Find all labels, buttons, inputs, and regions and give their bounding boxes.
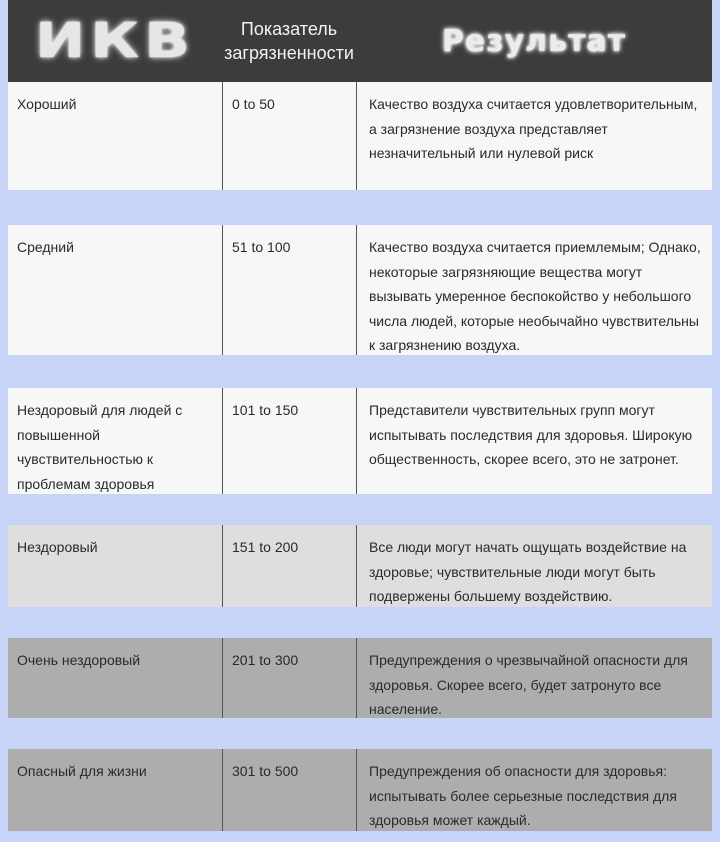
range-cell: 101 to 150	[222, 388, 356, 494]
header-result-label: Результат	[441, 23, 627, 59]
category-cell: Хороший	[17, 96, 77, 112]
result-cell: Предупреждения о чрезвычайной опасности для здоровья. Скорее всего, будет затронуто все население.	[356, 638, 712, 718]
header-index-label	[224, 17, 354, 65]
header-index-line1: Показатель	[240, 19, 338, 39]
header-index-line2: загрязненности	[224, 43, 354, 63]
category-cell: Нездоровый для людей с повышенной чувствительностью к проблемам здоровья	[17, 402, 183, 492]
range-cell: 151 to 200	[222, 525, 356, 607]
header-result	[356, 0, 712, 82]
header-index	[222, 0, 356, 82]
table-row-hazardous	[8, 749, 712, 831]
result-cell: Качество воздуха считается удовлетворительным, а загрязнение воздуха представляет незначительный или нулевой риск	[356, 82, 712, 190]
result-cell: Качество воздуха считается приемлемым; Однако, некоторые загрязняющие вещества могут вызывать умеренное беспокойство у небольшого числа людей, которые необычайно чувствительны к загрязнению воздуха.	[356, 225, 712, 355]
category-cell: Нездоровый	[17, 539, 98, 555]
header-aqi	[8, 0, 222, 82]
range-cell: 0 to 50	[222, 82, 356, 190]
table-row-very-unhealthy	[8, 638, 712, 718]
table-row-moderate	[8, 225, 712, 355]
category-cell: Средний	[17, 239, 74, 255]
table-row-sensitive	[8, 388, 712, 494]
range-cell: 51 to 100	[222, 225, 356, 355]
result-cell: Представители чувствительных групп могут испытывать последствия для здоровья. Широкую общественность, скорее всего, это не затронет.	[356, 388, 712, 494]
range-cell: 301 to 500	[222, 749, 356, 831]
category-cell: Опасный для жизни	[17, 763, 147, 779]
table-row-unhealthy	[8, 525, 712, 607]
header-aqi-label: ИКВ	[35, 13, 195, 69]
table-header	[8, 0, 712, 82]
result-cell: Все люди могут начать ощущать воздействие на здоровье; чувствительные люди могут быть подвержены большему воздействию.	[356, 525, 712, 607]
category-cell: Очень нездоровый	[17, 652, 141, 668]
result-cell: Предупреждения об опасности для здоровья: испытывать более серьезные последствия для здоровья может каждый.	[356, 749, 712, 831]
range-cell: 201 to 300	[222, 638, 356, 718]
table-row-good	[8, 82, 712, 190]
